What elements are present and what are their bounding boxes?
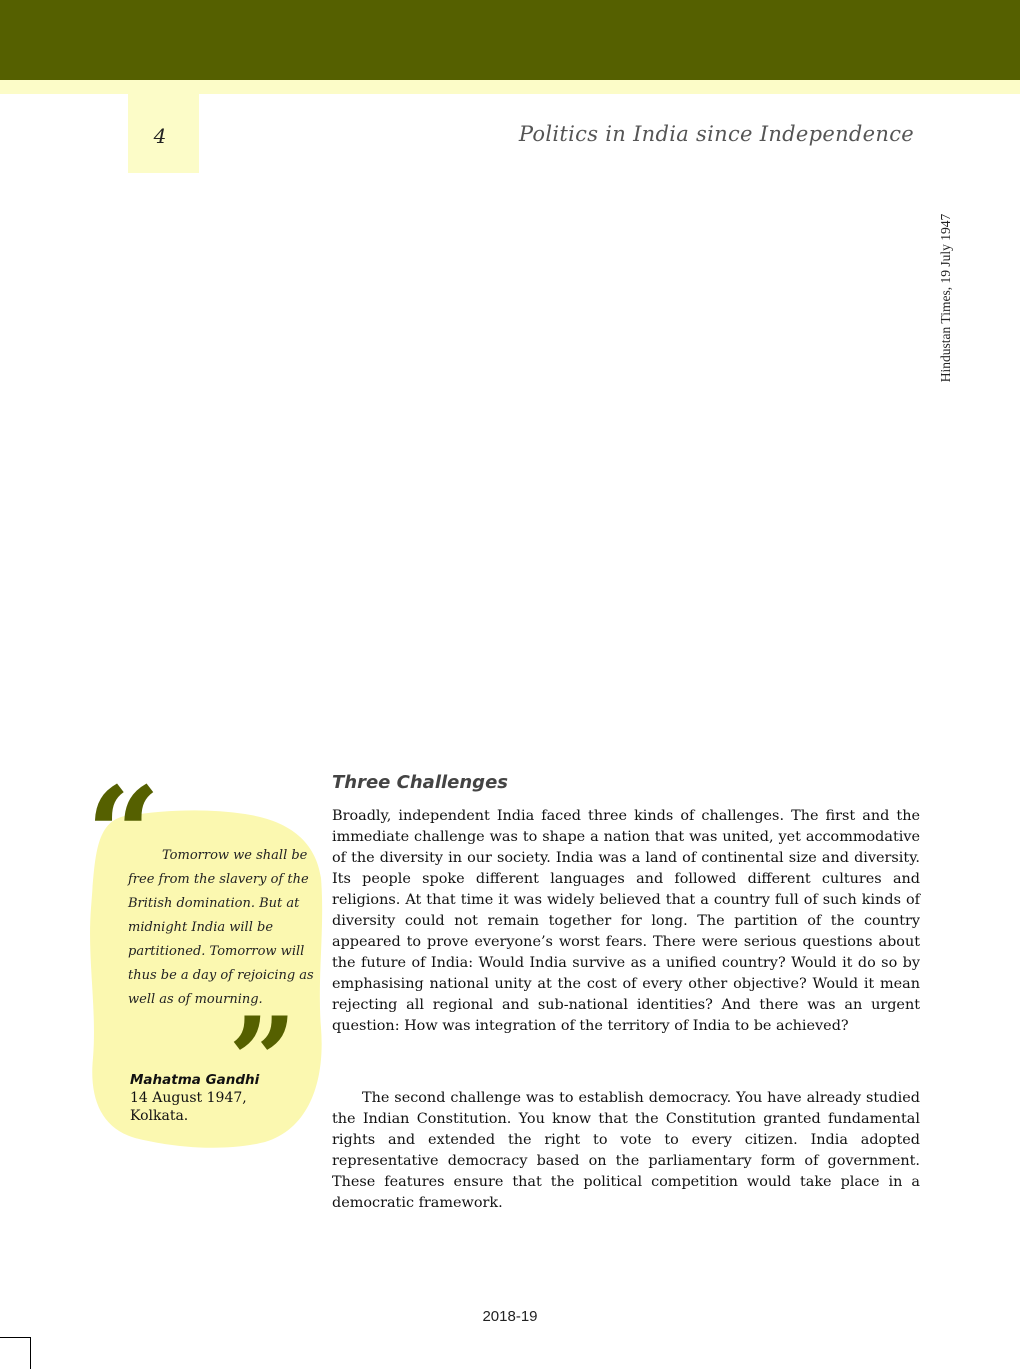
page-number-tab [128, 94, 199, 173]
page-number: 4 [153, 124, 167, 148]
body-paragraph: Broadly, independent India faced three kinds of challenges. The first and the immediate challenge was to shape a nation that was united, yet accommodative of the diversity in our society. India was a land of continental size and diversity. Its people spoke different languages and followed different cultures and religions. At that time it was widely believed that a country full of such kinds of diversity could not remain together for long. The partition of the country appeared to prove everyone’s worst fears. There were serious questions about the future of India: Would India survive as a unified country? Would it do so by emphasising national unity at the cost of every other objective? Would it mean rejecting all regional and sub-national identities? And there was an urgent question: How was integration of the territory of India to be achieved? [332, 808, 920, 1034]
header-band [0, 0, 1020, 80]
quote-place: Kolkata. [130, 1108, 189, 1124]
close-quote-mark: ” [228, 991, 298, 1132]
footer-year: 2018-19 [482, 1308, 538, 1325]
running-title: Politics in India since Independence [518, 122, 914, 146]
open-quote-mark: “ [86, 758, 161, 911]
quote-author: Mahatma Gandhi [130, 1072, 260, 1088]
body-paragraph: The second challenge was to establish democracy. You have already studied the Indian Constitution. You know that the Constitution granted fundamental rights and extended the right to vote to every citizen. India adopted representative democracy based on the parliamentary form of government. These features ensure that the political competition would take place in a democratic framework. [332, 1090, 920, 1211]
side-credit: Hindustan Times, 19 July 1947 [938, 213, 953, 383]
section-heading: Three Challenges [332, 772, 508, 793]
header-stripe [0, 80, 1020, 94]
crop-mark [0, 1337, 31, 1369]
quote-text: Tomorrow we shall be free from the slavery of the British domination. But at midnight India will be partitioned. Tomorrow will thus be a day of rejoicing as well as of mourning. [128, 848, 314, 1007]
quote-date: 14 August 1947, [130, 1090, 247, 1106]
